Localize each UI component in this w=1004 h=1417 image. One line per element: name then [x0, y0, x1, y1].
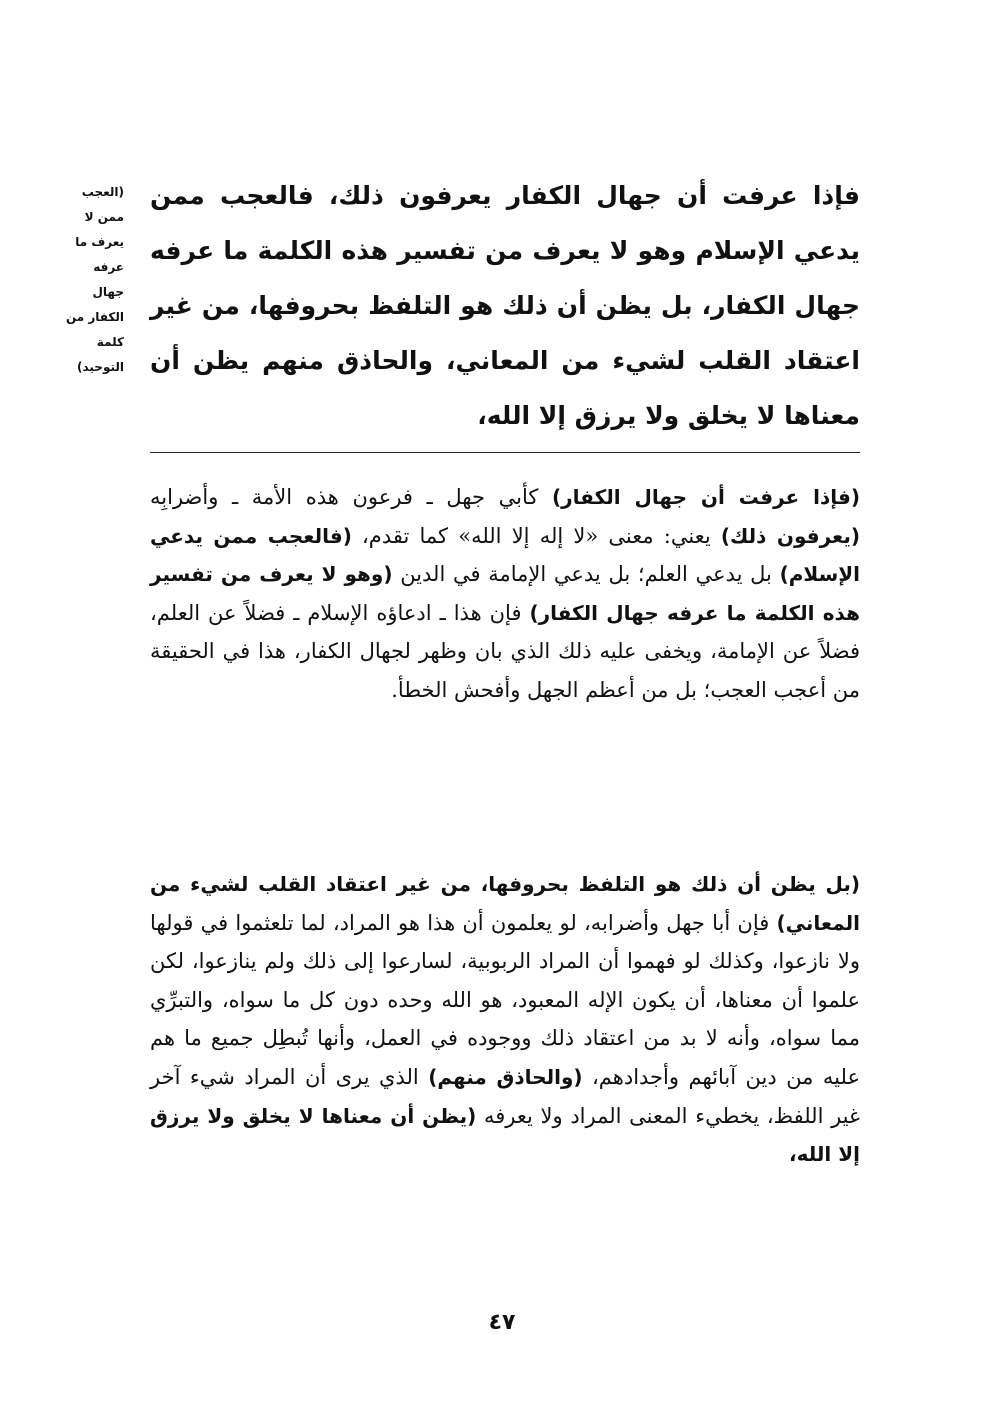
commentary-text — [150, 865, 860, 1174]
separator-line — [150, 452, 860, 453]
commentary-text — [150, 478, 860, 710]
commentary-span: فإن أبا جهل وأضرابه، لو يعلمون أن هذا هو المراد، لما تلعثموا في قولها ولا نازعوا، وكذلك لو فهموا أن المراد الربوبية، لسارعوا إلى ذلك ولم ينازعوا، لكن علموا أن معناها، أن يكون الإله المعبود، هو الله وحده دون كل ما سواه، والتبرِّي مما سواه، وأنه لا بد من اعتقاد ذلك ووجوده في العمل، وأنها تُبطِل جميع ما هم عليه من دين آبائهم وأجدادهم، — [150, 910, 860, 1089]
commentary-paragraph-1 — [150, 478, 860, 710]
margin-note — [48, 180, 124, 380]
margin-note-line: كلمة — [96, 335, 124, 349]
quoted-text: (والحاذق منهم) — [428, 1064, 583, 1089]
commentary-span: الذي يرى أن المراد شيء آخر غير اللفظ، يخطيء المعنى المراد ولا يعرفه — [150, 1064, 860, 1128]
margin-note-line: الكفار من — [65, 310, 124, 324]
commentary-span: بل يدعي العلم؛ بل يدعي الإمامة في الدين — [392, 562, 780, 587]
page-number: ٤٧ — [488, 1310, 516, 1335]
quoted-text: (وهو لا يعرف من تفسير هذه الكلمة ما عرفه جهال الكفار) — [150, 562, 860, 625]
commentary-span: يعني: معنى «لا إله إلا الله» كما تقدم، — [351, 523, 721, 548]
margin-note-line: (العجب — [81, 185, 124, 199]
commentary-paragraph-2 — [150, 865, 860, 1174]
quoted-text: (يعرفون ذلك) — [720, 523, 860, 548]
margin-note-line: جهال — [92, 285, 124, 299]
quoted-text: (فالعجب ممن يدعي الإسلام) — [150, 523, 860, 587]
margin-note-line: ممن لا — [84, 210, 124, 224]
quoted-text: (فإذا عرفت أن جهال الكفار) — [552, 485, 860, 509]
quoted-text: (بل يظن أن ذلك هو التلفظ بحروفها، من غير اعتقاد القلب لشيء من المعاني) — [150, 872, 860, 935]
margin-note-line: التوحيد) — [76, 360, 124, 374]
main-text-paragraph: فإذا عرفت أن جهال الكفار يعرفون ذلك، فالعجب ممن يدعي الإسلام وهو لا يعرف من تفسير هذه الكلمة ما عرفه جهال الكفار، بل يظن أن ذلك هو التلفظ بحروفها، من غير اعتقاد القلب لشيء من المعاني، والحاذق منهم يظن أن معناها لا يخلق ولا يرزق إلا الله، — [150, 181, 860, 430]
quoted-text: (يظن أن معناها لا يخلق ولا يرزق إلا الله، — [150, 1103, 860, 1167]
commentary-span: كأبي جهل ـ فرعون هذه الأمة ـ وأضرابِه — [150, 485, 553, 509]
margin-note-line: عرفه — [93, 260, 124, 274]
margin-note-line: يعرف ما — [75, 235, 124, 249]
main-text — [150, 168, 860, 443]
commentary-span: فإن هذا ـ ادعاؤه الإسلام ـ فضلاً عن العلم، فضلاً عن الإمامة، ويخفى عليه ذلك الذي بان وظهر لجهال الكفار، هذا في الحقيقة من أعجب العجب؛ بل من أعظم الجهل وأفحش الخطأ. — [150, 600, 860, 702]
